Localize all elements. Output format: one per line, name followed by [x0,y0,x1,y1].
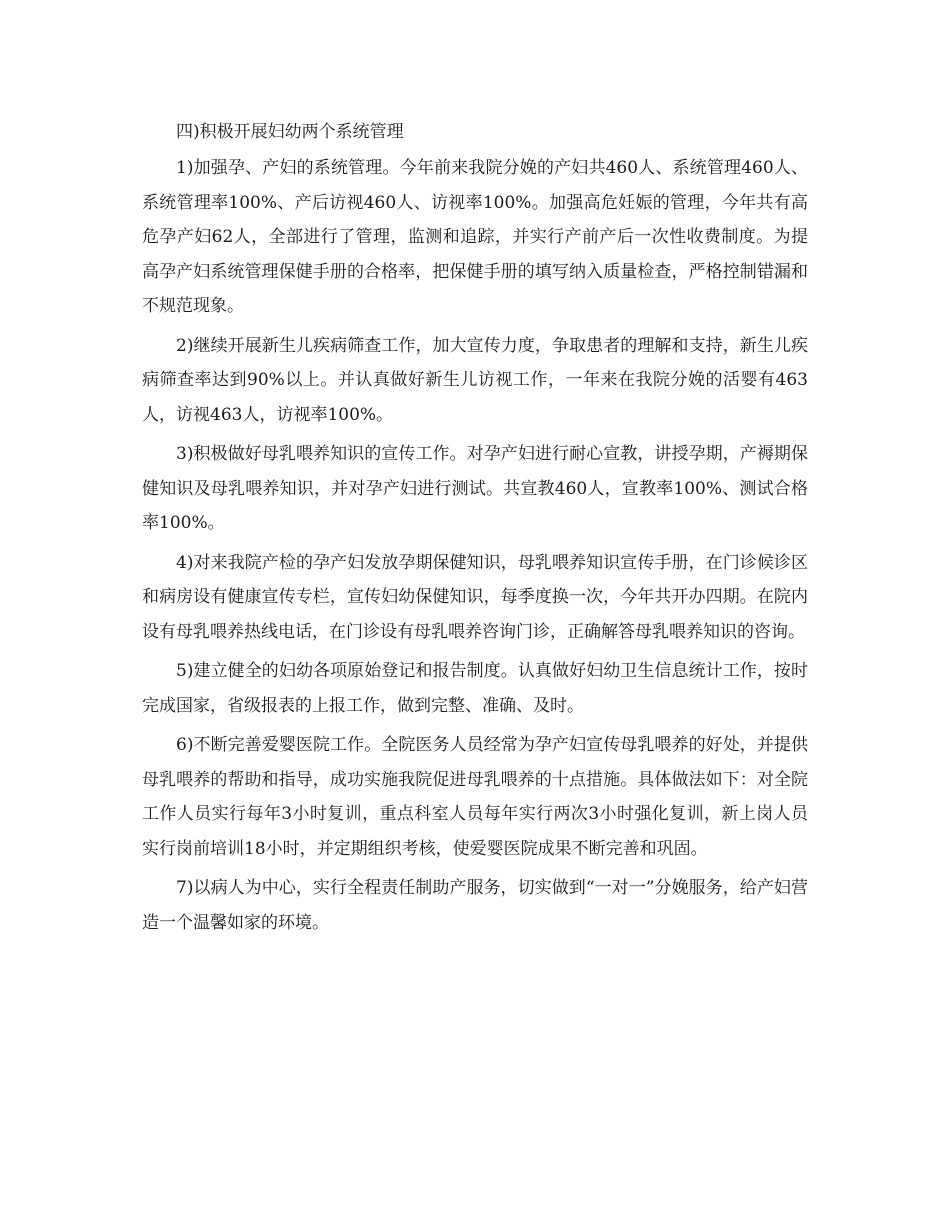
document-page [142,118,808,945]
paragraph-1: 1)加强孕、产妇的系统管理。今年前来我院分娩的产妇共460人、系统管理460人、系统管理率100%、产后访视460人、访视率100%。加强高危妊娠的管理，今年共有高危孕产妇62人，全部进行了管理，监测和追踪，并实行产前产后一次性收费制度。为提高孕产妇系统管理保健手册的合格率，把保健手册的填写纳入质量检查，严格控制错漏和不规范现象。 [142,158,808,316]
paragraph-2: 2)继续开展新生儿疾病筛查工作，加大宣传力度，争取患者的理解和支持，新生儿疾病筛查率达到90%以上。并认真做好新生儿访视工作，一年来在我院分娩的活婴有463人，访视463人，访视率100%。 [142,335,808,425]
paragraph-3: 3)积极做好母乳喂养知识的宣传工作。对孕产妇进行耐心宣教，讲授孕期，产褥期保健知识及母乳喂养知识，并对孕产妇进行测试。共宣教460人，宣教率100%、测试合格率100%。 [142,444,808,533]
paragraph-7: 7)以病人为中心，实行全程责任制助产服务，切实做到“一对一”分娩服务，给产妇营造一个温馨如家的环境。 [142,878,808,933]
section-heading: 四)积极开展妇幼两个系统管理 [176,122,404,142]
paragraph-6: 6)不断完善爱婴医院工作。全院医务人员经常为孕产妇宣传母乳喂养的好处，并提供母乳喂养的帮助和指导，成功实施我院促进母乳喂养的十点措施。具体做法如下：对全院工作人员实行每年3小时复训，重点科室人员每年实行两次3小时强化复训，新上岗人员实行岗前培训18小时，并定期组织考核，使爱婴医院成果不断完善和巩固。 [142,735,808,859]
paragraph-4: 4)对来我院产检的孕产妇发放孕期保健知识，母乳喂养知识宣传手册，在门诊候诊区和病房设有健康宣传专栏，宣传妇幼保健知识，每季度换一次，今年共开办四期。在院内设有母乳喂养热线电话，在门诊设有母乳喂养咨询门诊，正确解答母乳喂养知识的咨询。 [142,552,808,642]
paragraph-5: 5)建立健全的妇幼各项原始登记和报告制度。认真做好妇幼卫生信息统计工作，按时完成国家，省级报表的上报工作，做到完整、准确、及时。 [142,661,808,716]
